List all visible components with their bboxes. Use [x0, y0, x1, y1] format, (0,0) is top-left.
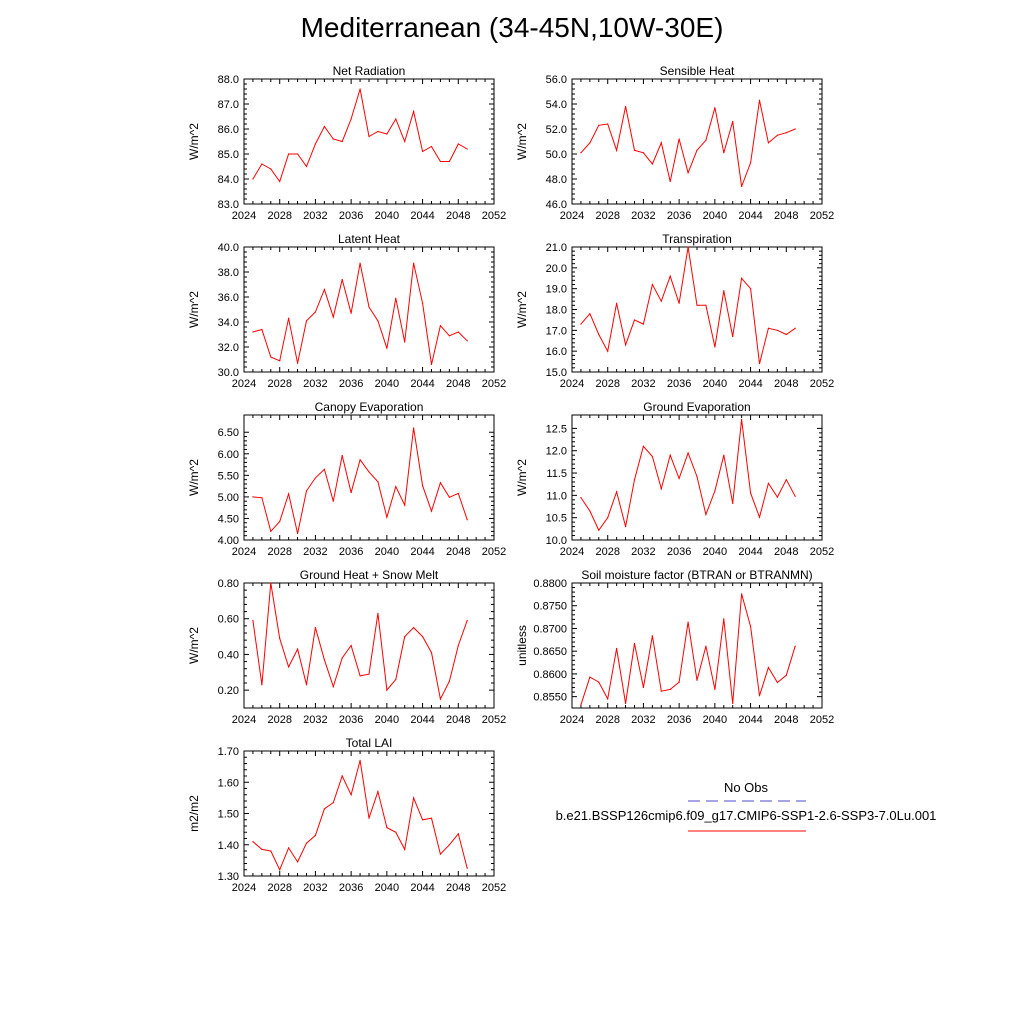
y-tick-label: 1.50: [217, 808, 239, 821]
y-tick-label: 6.50: [217, 427, 239, 440]
x-tick-label: 2028: [595, 378, 620, 390]
y-tick-label: 46.0: [545, 199, 567, 211]
x-tick-label: 2024: [559, 546, 585, 558]
legend-obs-label: No Obs: [723, 780, 769, 795]
x-tick-label: 2044: [738, 210, 763, 222]
x-tick-label: 2036: [338, 378, 364, 390]
y-tick-label: 15.0: [545, 367, 567, 379]
x-tick-label: 2032: [303, 882, 328, 894]
y-tick-label: 11.5: [546, 468, 567, 481]
x-tick-label: 2052: [481, 546, 507, 558]
x-tick-label: 2032: [631, 714, 656, 726]
y-tick-label: 52.0: [545, 124, 567, 136]
x-tick-label: 2028: [595, 714, 620, 726]
x-tick-label: 2032: [631, 210, 656, 222]
x-tick-label: 2048: [774, 546, 799, 558]
x-tick-label: 2044: [410, 546, 435, 558]
y-tick-label: 12.5: [545, 423, 567, 436]
x-tick-label: 2040: [702, 378, 728, 390]
y-tick-label: 85.0: [217, 149, 239, 161]
x-tick-label: 2024: [231, 882, 257, 894]
y-tick-label: 30.0: [217, 367, 239, 379]
x-tick-label: 2044: [410, 210, 435, 222]
x-tick-label: 2040: [374, 546, 400, 558]
x-tick-label: 2052: [809, 714, 835, 726]
y-tick-label: 56.0: [545, 74, 567, 86]
y-tick-label: 0.40: [217, 649, 239, 662]
x-tick-label: 2048: [774, 378, 799, 390]
y-tick-label: 38.0: [217, 267, 239, 279]
panel-title: Sensible Heat: [659, 64, 735, 78]
x-tick-label: 2032: [303, 378, 328, 390]
y-tick-label: 0.8550: [533, 691, 567, 704]
y-tick-label: 19.0: [545, 283, 567, 296]
y-tick-label: 48.0: [545, 174, 567, 186]
x-tick-label: 2044: [410, 378, 435, 390]
y-tick-label: 32.0: [217, 342, 239, 354]
y-tick-label: 10.5: [545, 512, 567, 525]
y-tick-label: 11.0: [546, 490, 567, 503]
panel-title: Ground Heat + Snow Melt: [299, 568, 439, 582]
x-tick-label: 2052: [481, 210, 507, 222]
y-tick-label: 1.30: [217, 871, 239, 883]
y-tick-label: 0.8700: [533, 623, 567, 636]
x-tick-label: 2028: [267, 378, 292, 390]
y-axis-label: W/m^2: [515, 459, 529, 496]
x-tick-label: 2048: [446, 378, 471, 390]
y-tick-label: 84.0: [217, 174, 239, 186]
y-tick-label: 0.8800: [533, 578, 567, 590]
y-tick-label: 5.00: [217, 491, 239, 504]
x-tick-label: 2052: [481, 882, 507, 894]
panel-title: Net Radiation: [332, 64, 406, 78]
y-tick-label: 10.0: [545, 535, 567, 547]
x-tick-label: 2028: [595, 210, 620, 222]
y-tick-label: 0.8650: [533, 646, 567, 659]
x-tick-label: 2024: [231, 546, 257, 558]
x-tick-label: 2028: [267, 546, 292, 558]
x-tick-label: 2028: [267, 714, 292, 726]
x-tick-label: 2040: [702, 714, 728, 726]
y-tick-label: 6.00: [217, 448, 239, 461]
x-tick-label: 2024: [559, 378, 585, 390]
x-tick-label: 2048: [446, 714, 471, 726]
x-tick-label: 2032: [303, 714, 328, 726]
x-tick-label: 2032: [631, 378, 656, 390]
x-tick-label: 2028: [267, 210, 292, 222]
y-tick-label: 86.0: [217, 124, 239, 136]
x-tick-label: 2040: [702, 546, 728, 558]
x-tick-label: 2048: [446, 882, 471, 894]
panel-title: Ground Evaporation: [643, 400, 751, 414]
panel-title: Canopy Evaporation: [314, 400, 424, 414]
y-tick-label: 36.0: [217, 292, 239, 304]
y-tick-label: 0.20: [217, 685, 239, 698]
y-tick-label: 87.0: [217, 99, 239, 111]
x-tick-label: 2052: [809, 210, 835, 222]
y-tick-label: 83.0: [217, 199, 239, 211]
y-tick-label: 12.0: [545, 445, 567, 458]
y-tick-label: 0.60: [217, 613, 239, 626]
x-tick-label: 2024: [231, 210, 257, 222]
x-tick-label: 2040: [702, 210, 728, 222]
y-tick-label: 4.50: [217, 513, 239, 526]
x-tick-label: 2036: [666, 714, 692, 726]
x-tick-label: 2036: [338, 210, 364, 222]
x-tick-label: 2044: [738, 546, 763, 558]
y-axis-label: m2/m2: [187, 795, 201, 832]
y-tick-label: 54.0: [545, 99, 567, 111]
x-tick-label: 2048: [774, 210, 799, 222]
x-tick-label: 2040: [374, 882, 400, 894]
x-tick-label: 2040: [374, 714, 400, 726]
x-tick-label: 2052: [481, 378, 507, 390]
x-tick-label: 2036: [338, 546, 364, 558]
x-tick-label: 2036: [666, 546, 692, 558]
x-tick-label: 2028: [267, 882, 292, 894]
y-axis-label: W/m^2: [515, 123, 529, 160]
y-axis-label: W/m^2: [187, 123, 201, 160]
x-tick-label: 2052: [809, 546, 835, 558]
y-tick-label: 4.00: [217, 535, 239, 547]
x-tick-label: 2040: [374, 378, 400, 390]
panel-title: Transpiration: [662, 232, 732, 246]
y-axis-label: W/m^2: [187, 627, 201, 664]
x-tick-label: 2032: [303, 546, 328, 558]
x-tick-label: 2024: [559, 714, 585, 726]
x-tick-label: 2052: [481, 714, 507, 726]
y-axis-label: unitless: [515, 625, 529, 666]
y-tick-label: 16.0: [545, 346, 567, 359]
y-tick-label: 17.0: [545, 325, 567, 338]
y-tick-label: 0.80: [217, 578, 239, 590]
x-tick-label: 2052: [809, 378, 835, 390]
panel-title: Soil moisture factor (BTRAN or BTRANMN): [581, 568, 813, 582]
x-tick-label: 2040: [374, 210, 400, 222]
y-tick-label: 34.0: [217, 317, 239, 329]
legend-case-label: b.e21.BSSP126cmip6.f09_g17.CMIP6-SSP1-2.6-SSP3-7.0Lu.001: [555, 808, 937, 823]
x-tick-label: 2044: [738, 378, 763, 390]
x-tick-label: 2024: [231, 714, 257, 726]
x-tick-label: 2032: [631, 546, 656, 558]
panel-title: Latent Heat: [337, 232, 401, 246]
y-tick-label: 1.70: [217, 746, 239, 758]
y-tick-label: 0.8600: [533, 668, 567, 681]
y-tick-label: 5.50: [217, 470, 239, 483]
x-tick-label: 2044: [410, 882, 435, 894]
y-axis-label: W/m^2: [515, 291, 529, 328]
x-tick-label: 2024: [559, 210, 585, 222]
x-tick-label: 2044: [738, 714, 763, 726]
x-tick-label: 2032: [303, 210, 328, 222]
x-tick-label: 2024: [231, 378, 257, 390]
y-tick-label: 21.0: [545, 242, 567, 254]
y-tick-label: 18.0: [545, 304, 567, 317]
y-tick-label: 88.0: [217, 74, 239, 86]
x-tick-label: 2048: [774, 714, 799, 726]
x-tick-label: 2036: [666, 210, 692, 222]
y-tick-label: 0.8750: [533, 600, 567, 613]
y-tick-label: 20.0: [545, 262, 567, 275]
x-tick-label: 2048: [446, 210, 471, 222]
y-axis-label: W/m^2: [187, 291, 201, 328]
x-tick-label: 2028: [595, 546, 620, 558]
x-tick-label: 2036: [666, 378, 692, 390]
x-tick-label: 2044: [410, 714, 435, 726]
x-tick-label: 2036: [338, 714, 364, 726]
y-axis-label: W/m^2: [187, 459, 201, 496]
y-tick-label: 1.60: [217, 777, 239, 790]
panel-title: Total LAI: [345, 736, 393, 750]
page-title: Mediterranean (34-45N,10W-30E): [300, 12, 724, 43]
y-tick-label: 1.40: [217, 839, 239, 852]
x-tick-label: 2036: [338, 882, 364, 894]
y-tick-label: 50.0: [545, 149, 567, 161]
y-tick-label: 40.0: [217, 242, 239, 254]
x-tick-label: 2048: [446, 546, 471, 558]
